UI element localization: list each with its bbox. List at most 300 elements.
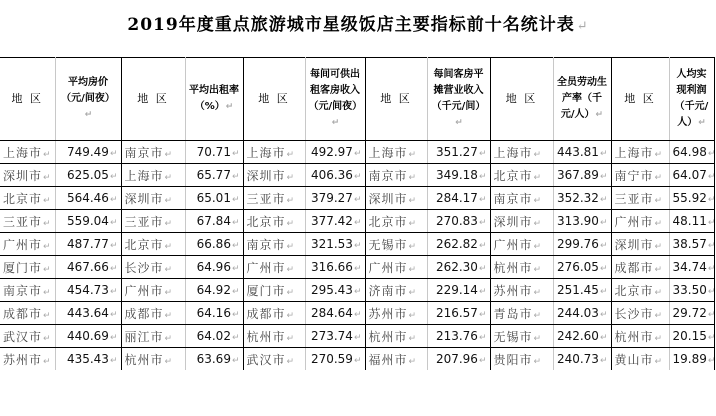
- paragraph-mark-icon: ↵: [533, 333, 543, 344]
- paragraph-mark-icon: ↵: [353, 172, 362, 182]
- paragraph-mark-icon: ↵: [109, 356, 118, 366]
- metric-value: 19.89: [672, 352, 707, 366]
- paragraph-mark-icon: ↵: [533, 241, 543, 252]
- paragraph-mark-icon: ↵: [109, 287, 118, 297]
- region-name: 广州市: [246, 260, 286, 275]
- region-cell: [0, 187, 55, 210]
- paragraph-mark-icon: ↵: [164, 356, 174, 367]
- region-cell: [0, 164, 55, 187]
- region-cell: [243, 279, 305, 302]
- metric-value: 559.04: [66, 214, 109, 228]
- metric-value: 33.50: [672, 283, 707, 297]
- value-cell: [305, 233, 365, 256]
- region-name: 南京市: [3, 283, 43, 298]
- region-name: 杭州市: [246, 329, 286, 344]
- paragraph-mark-icon: ↵: [231, 287, 240, 297]
- region-header: 地 区: [611, 58, 669, 141]
- value-cell: [185, 302, 243, 325]
- paragraph-mark-icon: ↵: [576, 19, 589, 34]
- region-name: 上海市: [246, 145, 286, 160]
- metric-value: 487.77: [66, 237, 109, 251]
- paragraph-mark-icon: ↵: [164, 310, 174, 321]
- paragraph-mark-icon: ↵: [478, 149, 487, 159]
- metric-value: 367.89: [556, 168, 599, 182]
- metric-header: [305, 58, 365, 141]
- region-cell: [0, 325, 55, 348]
- value-cell: [427, 256, 490, 279]
- paragraph-mark-icon: ↵: [286, 241, 296, 252]
- metric-header-label: 每间客房平摊营业收入（千元/间）: [431, 69, 486, 112]
- paragraph-mark-icon: ↵: [599, 356, 608, 366]
- paragraph-mark-icon: ↵: [231, 264, 240, 274]
- paragraph-mark-icon: ↵: [231, 241, 240, 251]
- value-cell: [553, 187, 611, 210]
- value-cell: [305, 187, 365, 210]
- table-row: [0, 279, 714, 302]
- region-cell: [243, 348, 305, 371]
- paragraph-mark-icon: ↵: [533, 172, 543, 183]
- value-cell: [669, 256, 714, 279]
- region-cell: [121, 233, 185, 256]
- region-cell: [611, 141, 669, 164]
- paragraph-mark-icon: ↵: [654, 356, 664, 367]
- region-cell: [490, 210, 553, 233]
- metric-value: 406.36: [310, 168, 353, 182]
- region-name: 苏州市: [493, 283, 533, 298]
- region-name: 深圳市: [124, 191, 164, 206]
- value-cell: [55, 279, 121, 302]
- region-name: 杭州市: [493, 260, 533, 275]
- value-cell: [185, 187, 243, 210]
- region-cell: [121, 141, 185, 164]
- region-cell: [121, 302, 185, 325]
- metric-value: 63.69: [196, 352, 231, 366]
- paragraph-mark-icon: ↵: [698, 118, 706, 128]
- paragraph-mark-icon: ↵: [286, 149, 296, 160]
- metric-value: 321.53: [310, 237, 353, 251]
- paragraph-mark-icon: ↵: [353, 264, 362, 274]
- table-body: [0, 58, 714, 371]
- paragraph-mark-icon: ↵: [478, 195, 487, 205]
- value-cell: [55, 302, 121, 325]
- value-cell: [305, 302, 365, 325]
- region-cell: [611, 325, 669, 348]
- region-name: 北京市: [3, 191, 43, 206]
- region-header: 地 区: [490, 58, 553, 141]
- paragraph-mark-icon: ↵: [599, 333, 608, 343]
- region-cell: [0, 141, 55, 164]
- region-cell: [365, 164, 427, 187]
- metric-value: 454.73: [66, 283, 109, 297]
- paragraph-mark-icon: ↵: [599, 149, 608, 159]
- region-name: 上海市: [614, 145, 654, 160]
- paragraph-mark-icon: ↵: [353, 241, 362, 251]
- value-cell: [305, 164, 365, 187]
- metric-value: 625.05: [66, 168, 109, 182]
- paragraph-mark-icon: ↵: [109, 195, 118, 205]
- paragraph-mark-icon: ↵: [408, 149, 418, 160]
- region-name: 北京市: [614, 283, 654, 298]
- metric-value: 207.96: [435, 352, 478, 366]
- table-row: [0, 348, 714, 371]
- metric-value: 70.71: [196, 145, 231, 159]
- paragraph-mark-icon: ↵: [43, 287, 52, 298]
- region-name: 广州市: [3, 237, 43, 252]
- table-row: [0, 164, 714, 187]
- paragraph-mark-icon: ↵: [408, 264, 418, 275]
- paragraph-mark-icon: ↵: [109, 241, 118, 251]
- paragraph-mark-icon: ↵: [654, 241, 664, 252]
- region-cell: [365, 325, 427, 348]
- value-cell: [427, 141, 490, 164]
- region-name: 青岛市: [493, 306, 533, 321]
- paragraph-mark-icon: ↵: [43, 218, 52, 229]
- metric-value: 64.98: [672, 145, 707, 159]
- metric-value: 242.60: [556, 329, 599, 343]
- region-cell: [0, 348, 55, 371]
- paragraph-mark-icon: ↵: [231, 195, 240, 205]
- value-cell: [669, 279, 714, 302]
- table-row: [0, 187, 714, 210]
- value-cell: [553, 279, 611, 302]
- value-cell: [669, 233, 714, 256]
- paragraph-mark-icon: ↵: [478, 333, 487, 343]
- metric-value: 216.57: [435, 306, 478, 320]
- paragraph-mark-icon: ↵: [109, 218, 118, 228]
- paragraph-mark-icon: ↵: [84, 110, 93, 120]
- region-name: 成都市: [614, 260, 654, 275]
- region-name: 广州市: [124, 283, 164, 298]
- value-cell: [55, 164, 121, 187]
- region-cell: [365, 279, 427, 302]
- value-cell: [305, 325, 365, 348]
- paragraph-mark-icon: ↵: [654, 287, 664, 298]
- region-name: 长沙市: [124, 260, 164, 275]
- region-cell: [611, 302, 669, 325]
- metric-value: 273.74: [310, 329, 353, 343]
- value-cell: [553, 141, 611, 164]
- value-cell: [55, 325, 121, 348]
- header-row: [0, 58, 714, 141]
- metric-value: 240.73: [556, 352, 599, 366]
- paragraph-mark-icon: ↵: [109, 149, 118, 159]
- paragraph-mark-icon: ↵: [408, 287, 418, 298]
- region-name: 无锡市: [493, 329, 533, 344]
- metric-value: 262.30: [435, 260, 478, 274]
- paragraph-mark-icon: ↵: [353, 310, 362, 320]
- region-name: 上海市: [124, 168, 164, 183]
- region-cell: [490, 348, 553, 371]
- paragraph-mark-icon: ↵: [43, 241, 52, 252]
- region-name: 上海市: [493, 145, 533, 160]
- paragraph-mark-icon: ↵: [286, 333, 296, 344]
- region-cell: [243, 256, 305, 279]
- paragraph-mark-icon: ↵: [43, 333, 52, 344]
- metric-value: 262.82: [435, 237, 478, 251]
- region-name: 三亚市: [614, 191, 654, 206]
- paragraph-mark-icon: ↵: [599, 287, 608, 297]
- region-name: 无锡市: [368, 237, 408, 252]
- region-name: 南京市: [246, 237, 286, 252]
- region-name: 苏州市: [368, 306, 408, 321]
- paragraph-mark-icon: ↵: [43, 195, 52, 206]
- metric-header-label: 平均出租率（%）: [189, 85, 239, 112]
- region-cell: [611, 233, 669, 256]
- paragraph-mark-icon: ↵: [533, 149, 543, 160]
- region-name: 上海市: [3, 145, 43, 160]
- region-cell: [490, 325, 553, 348]
- stats-table: [0, 57, 715, 370]
- metric-value: 351.27: [435, 145, 478, 159]
- region-cell: [243, 210, 305, 233]
- paragraph-mark-icon: ↵: [43, 264, 52, 275]
- region-name: 三亚市: [3, 214, 43, 229]
- paragraph-mark-icon: ↵: [408, 333, 418, 344]
- paragraph-mark-icon: ↵: [164, 287, 174, 298]
- table-row: [0, 302, 714, 325]
- region-name: 杭州市: [614, 329, 654, 344]
- region-name: 武汉市: [246, 352, 286, 367]
- region-name: 深圳市: [493, 214, 533, 229]
- paragraph-mark-icon: ↵: [599, 241, 608, 251]
- paragraph-mark-icon: ↵: [707, 333, 716, 343]
- paragraph-mark-icon: ↵: [408, 310, 418, 321]
- region-cell: [121, 325, 185, 348]
- region-cell: [490, 233, 553, 256]
- paragraph-mark-icon: ↵: [353, 333, 362, 343]
- region-header: 地 区: [243, 58, 305, 141]
- region-cell: [0, 233, 55, 256]
- paragraph-mark-icon: ↵: [654, 195, 664, 206]
- paragraph-mark-icon: ↵: [231, 149, 240, 159]
- value-cell: [305, 210, 365, 233]
- paragraph-mark-icon: ↵: [408, 172, 418, 183]
- region-cell: [490, 164, 553, 187]
- metric-value: 284.17: [435, 191, 478, 205]
- region-cell: [611, 210, 669, 233]
- value-cell: [669, 210, 714, 233]
- value-cell: [305, 256, 365, 279]
- metric-value: 276.05: [556, 260, 599, 274]
- metric-value: 34.74: [672, 260, 707, 274]
- paragraph-mark-icon: ↵: [654, 172, 664, 183]
- value-cell: [669, 302, 714, 325]
- metric-header-label: 人均实现利润（千元/人）: [674, 69, 709, 128]
- metric-header-label: 平均房价（元/间夜）: [61, 77, 115, 104]
- metric-value: 38.57: [672, 237, 707, 251]
- metric-value: 313.90: [556, 214, 599, 228]
- metric-value: 251.45: [556, 283, 599, 297]
- metric-value: 377.42: [310, 214, 353, 228]
- region-cell: [365, 187, 427, 210]
- value-cell: [669, 325, 714, 348]
- region-header: 地 区: [365, 58, 427, 141]
- metric-value: 66.86: [196, 237, 231, 251]
- paragraph-mark-icon: ↵: [599, 264, 608, 274]
- region-cell: [365, 348, 427, 371]
- metric-value: 440.69: [66, 329, 109, 343]
- region-name: 黄山市: [614, 352, 654, 367]
- paragraph-mark-icon: ↵: [286, 195, 296, 206]
- metric-value: 352.32: [556, 191, 599, 205]
- region-name: 南宁市: [614, 168, 654, 183]
- region-name: 广州市: [368, 260, 408, 275]
- table-row: [0, 256, 714, 279]
- region-cell: [490, 141, 553, 164]
- region-cell: [243, 141, 305, 164]
- region-name: 成都市: [246, 306, 286, 321]
- region-cell: [611, 187, 669, 210]
- paragraph-mark-icon: ↵: [43, 310, 52, 321]
- paragraph-mark-icon: ↵: [353, 287, 362, 297]
- region-cell: [611, 164, 669, 187]
- region-name: 南京市: [124, 145, 164, 160]
- paragraph-mark-icon: ↵: [478, 241, 487, 251]
- region-header: 地 区: [0, 58, 55, 141]
- paragraph-mark-icon: ↵: [408, 218, 418, 229]
- region-cell: [121, 348, 185, 371]
- paragraph-mark-icon: ↵: [455, 118, 463, 128]
- value-cell: [185, 164, 243, 187]
- value-cell: [185, 348, 243, 371]
- paragraph-mark-icon: ↵: [408, 356, 418, 367]
- region-cell: [121, 164, 185, 187]
- paragraph-mark-icon: ↵: [478, 310, 487, 320]
- region-cell: [0, 210, 55, 233]
- region-name: 成都市: [3, 306, 43, 321]
- paragraph-mark-icon: ↵: [533, 264, 543, 275]
- metric-value: 64.92: [196, 283, 231, 297]
- metric-value: 29.72: [672, 306, 707, 320]
- region-name: 深圳市: [246, 168, 286, 183]
- value-cell: [427, 164, 490, 187]
- value-cell: [55, 256, 121, 279]
- value-cell: [427, 210, 490, 233]
- value-cell: [427, 279, 490, 302]
- region-cell: [0, 302, 55, 325]
- paragraph-mark-icon: ↵: [599, 195, 608, 205]
- paragraph-mark-icon: ↵: [707, 195, 716, 205]
- value-cell: [553, 325, 611, 348]
- paragraph-mark-icon: ↵: [478, 218, 487, 228]
- paragraph-mark-icon: ↵: [164, 172, 174, 183]
- metric-value: 64.07: [672, 168, 707, 182]
- metric-header: [185, 58, 243, 141]
- region-header: 地 区: [121, 58, 185, 141]
- value-cell: [305, 141, 365, 164]
- region-name: 丽江市: [124, 329, 164, 344]
- metric-header-label: 每间可供出租客房收入（元/间夜）: [308, 69, 363, 112]
- region-cell: [490, 256, 553, 279]
- paragraph-mark-icon: ↵: [331, 118, 340, 128]
- paragraph-mark-icon: ↵: [707, 241, 716, 251]
- region-name: 北京市: [246, 214, 286, 229]
- title-text: 2019年度重点旅游城市星级饭店主要指标前十名统计表: [127, 15, 575, 35]
- region-cell: [243, 187, 305, 210]
- value-cell: [185, 141, 243, 164]
- paragraph-mark-icon: ↵: [478, 264, 487, 274]
- paragraph-mark-icon: ↵: [599, 172, 608, 182]
- paragraph-mark-icon: ↵: [707, 264, 716, 274]
- value-cell: [553, 164, 611, 187]
- region-name: 广州市: [493, 237, 533, 252]
- region-cell: [0, 256, 55, 279]
- paragraph-mark-icon: ↵: [231, 310, 240, 320]
- region-name: 南京市: [493, 191, 533, 206]
- paragraph-mark-icon: ↵: [286, 356, 296, 367]
- paragraph-mark-icon: ↵: [164, 333, 174, 344]
- paragraph-mark-icon: ↵: [353, 356, 362, 366]
- paragraph-mark-icon: ↵: [599, 310, 608, 320]
- paragraph-mark-icon: ↵: [654, 218, 664, 229]
- value-cell: [669, 141, 714, 164]
- paragraph-mark-icon: ↵: [595, 110, 604, 120]
- region-cell: [365, 210, 427, 233]
- value-cell: [305, 279, 365, 302]
- value-cell: [55, 348, 121, 371]
- paragraph-mark-icon: ↵: [286, 172, 296, 183]
- paragraph-mark-icon: ↵: [533, 195, 543, 206]
- metric-value: 229.14: [435, 283, 478, 297]
- paragraph-mark-icon: ↵: [353, 149, 362, 159]
- paragraph-mark-icon: ↵: [109, 333, 118, 343]
- table-row: [0, 325, 714, 348]
- region-cell: [243, 325, 305, 348]
- metric-value: 270.59: [310, 352, 353, 366]
- value-cell: [185, 325, 243, 348]
- paragraph-mark-icon: ↵: [231, 218, 240, 228]
- metric-value: 443.64: [66, 306, 109, 320]
- value-cell: [305, 348, 365, 371]
- metric-value: 55.92: [672, 191, 707, 205]
- metric-value: 65.77: [196, 168, 231, 182]
- region-cell: [365, 256, 427, 279]
- paragraph-mark-icon: ↵: [43, 149, 52, 160]
- metric-value: 564.46: [66, 191, 109, 205]
- region-name: 深圳市: [3, 168, 43, 183]
- page-title: [0, 10, 716, 35]
- value-cell: [427, 348, 490, 371]
- paragraph-mark-icon: ↵: [707, 287, 716, 297]
- region-name: 北京市: [368, 214, 408, 229]
- region-name: 深圳市: [614, 237, 654, 252]
- region-name: 福州市: [368, 352, 408, 367]
- region-cell: [611, 279, 669, 302]
- table-row: [0, 210, 714, 233]
- paragraph-mark-icon: ↵: [654, 333, 664, 344]
- region-cell: [490, 302, 553, 325]
- paragraph-mark-icon: ↵: [164, 195, 174, 206]
- metric-value: 64.16: [196, 306, 231, 320]
- metric-value: 299.76: [556, 237, 599, 251]
- region-cell: [121, 279, 185, 302]
- metric-value: 64.96: [196, 260, 231, 274]
- paragraph-mark-icon: ↵: [408, 241, 418, 252]
- region-name: 厦门市: [3, 260, 43, 275]
- value-cell: [669, 164, 714, 187]
- value-cell: [185, 210, 243, 233]
- metric-value: 349.18: [435, 168, 478, 182]
- paragraph-mark-icon: ↵: [109, 172, 118, 182]
- region-name: 南京市: [368, 168, 408, 183]
- paragraph-mark-icon: ↵: [231, 356, 240, 366]
- paragraph-mark-icon: ↵: [654, 149, 664, 160]
- region-cell: [365, 141, 427, 164]
- metric-header: [669, 58, 714, 141]
- metric-value: 48.11: [672, 214, 707, 228]
- region-name: 北京市: [493, 168, 533, 183]
- paragraph-mark-icon: ↵: [43, 172, 52, 183]
